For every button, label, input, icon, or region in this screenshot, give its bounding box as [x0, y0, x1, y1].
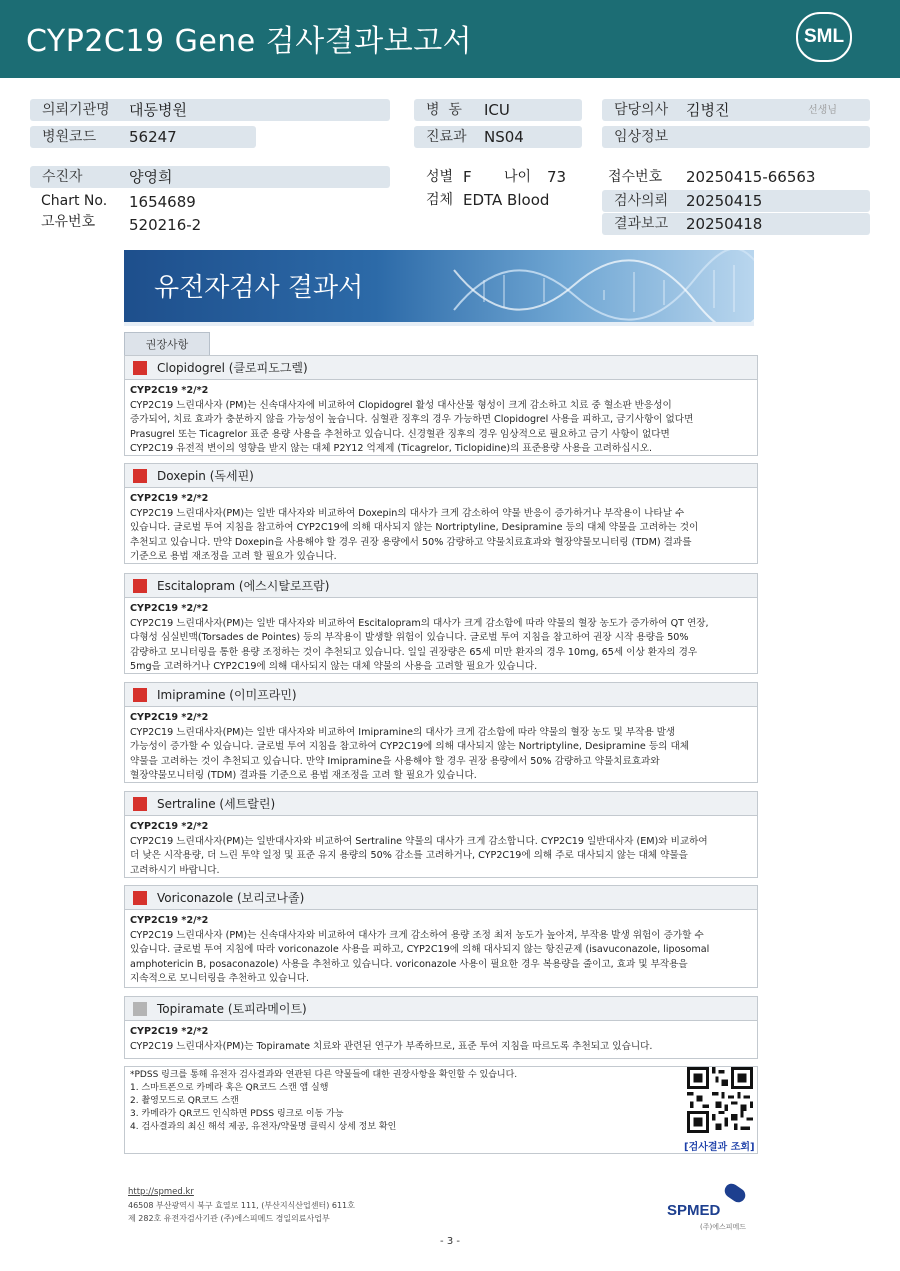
result-banner	[124, 250, 754, 326]
recommendation-line: 있습니다. 글로벌 투여 지침에 따라 voriconazole 사용을 피하고, CYP2C19에 의해 대사되지 않는 항진균제 (isavuconazole, liposomal	[130, 944, 710, 956]
recommendation-line: CYP2C19 느린대사자(PM)는 일반 대사자와 비교하여 Imipramine의 대사가 크게 감소함에 따라 약물의 혈장 농도 및 부작용 발생	[130, 726, 676, 738]
recommendation-line: CYP2C19 느린대사자 (PM)는 신속대사자에 비교하여 Clopidogrel 활성 대사산물 형성이 크게 감소하고 치료 중 혈소판 반응성이	[130, 399, 672, 411]
uid-label: 고유번호	[41, 214, 96, 230]
recommendation-line: 가능성이 증가할 수 있습니다. 글로벌 투여 지침을 참고하여 CYP2C19에 의해 대사되지 않는 Nortriptyline, Desipramine 등의 대체	[130, 741, 689, 753]
drug-name: Sertraline (세트랄린)	[157, 797, 276, 811]
recommendation-line: CYP2C19 느린대사자(PM)는 일반 대사자와 비교하여 Escitalopram의 대사가 크게 감소함에 따라 약물의 혈장 농도가 증가하여 QT 연장,	[130, 617, 709, 629]
drug-card	[124, 885, 758, 988]
recommendation-line: 지속적으로 모니터링을 추천하고 있습니다.	[130, 973, 310, 985]
recommendation-line: 증가되어, 치료 효과가 충분하지 않을 가능성이 높습니다. 심혈관 징후의 경우 가능하면 Clopidogrel 사용을 피하고, 금기사항이 없다면	[130, 414, 694, 426]
genotype: CYP2C19 *2/*2	[130, 821, 209, 832]
recommendation-line: 약물을 고려하는 것이 추천되고 있습니다. 만약 Imipramine을 사용해야 할 경우 권장 용량에서 50% 감량하고 약물치료효과와	[130, 755, 660, 767]
dept-label: 진료과	[426, 129, 467, 145]
dept-value: NS04	[484, 128, 524, 146]
drug-card	[124, 573, 758, 674]
uid-value: 520216-2	[129, 216, 202, 234]
receipt-label: 접수번호	[608, 169, 663, 185]
drug-name: Escitalopram (에스시탈로프람)	[157, 579, 330, 593]
genotype: CYP2C19 *2/*2	[130, 603, 209, 614]
recommendation-line: CYP2C19 느린대사자(PM)는 일반대사자와 비교하여 Sertraline 약물의 대사가 크게 감소합니다. CYP2C19 일반대사자 (EM)와 비교하여	[130, 835, 708, 847]
recommend-tab: 권장사항	[124, 332, 210, 356]
pdss-box	[124, 1066, 758, 1154]
genotype: CYP2C19 *2/*2	[130, 915, 209, 926]
receipt-value: 20250415-66563	[686, 168, 816, 186]
chart-value: 1654689	[129, 193, 196, 211]
spmed-logo-sub: (주)에스피메드	[700, 1223, 747, 1231]
recommendation-line: Prasugrel 또는 Ticagrelor 표준 용량 사용을 추천하고 있습니다. 신경혈관 징후의 경우 임상적으로 필요하고 금기 사항이 없다면	[130, 428, 670, 440]
code-label: 병원코드	[42, 129, 97, 145]
sex-value: F	[463, 168, 472, 186]
drug-header	[125, 464, 757, 488]
status-square-icon	[133, 579, 147, 593]
report-title: CYP2C19 Gene 검사결과보고서	[26, 24, 473, 59]
clinical-row	[602, 126, 870, 148]
status-square-icon	[133, 797, 147, 811]
status-square-icon	[133, 1002, 147, 1016]
header-bar	[0, 0, 900, 78]
patient-row	[30, 166, 390, 188]
status-square-icon	[133, 361, 147, 375]
recommendation-line: 다형성 심실빈맥(Torsades de Pointes) 등의 부작용이 발생할 위험이 있습니다. 글로벌 투여 지침을 참고하여 권장 시작 용량을 50%	[130, 632, 689, 644]
doctor-value: 김병진	[686, 101, 730, 119]
drug-card	[124, 996, 758, 1059]
drug-body	[125, 598, 757, 679]
status-square-icon	[133, 469, 147, 483]
spmed-logo: SPMED	[667, 1202, 721, 1219]
report-label: 결과보고	[614, 216, 669, 232]
recommendation-line: 혈장약물모니터링 (TDM) 결과를 기준으로 용법 재조정을 고려 할 필요가 있습니다.	[130, 770, 477, 782]
recommendation-line: CYP2C19 느린대사자 (PM)는 신속대사자와 비교하여 대사가 크게 감소하여 용량 조정 최저 농도가 높아져, 부작용 발생 위험이 증가할 수	[130, 929, 704, 941]
doctor-suffix: 선생님	[808, 105, 837, 116]
drug-card	[124, 791, 758, 878]
specimen-value: EDTA Blood	[463, 191, 550, 209]
footer-cert: 제 282호 유전자검사기관 (주)에스피메드 경일의료사업부	[128, 1214, 330, 1223]
request-label: 검사의뢰	[614, 193, 669, 209]
drug-body	[125, 488, 757, 569]
footer-url[interactable]: http://spmed.kr	[128, 1187, 194, 1197]
genotype: CYP2C19 *2/*2	[130, 712, 209, 723]
drug-header	[125, 792, 757, 816]
recommendation-line: 있습니다. 글로벌 투여 지침을 참고하여 CYP2C19에 의해 대사되지 않는 Nortriptyline, Desipramine 등의 대체 약물을 고려하는 것이	[130, 522, 699, 534]
clinical-label: 임상정보	[614, 129, 669, 145]
hospital-label: 의뢰기관명	[42, 102, 110, 118]
request-value: 20250415	[686, 192, 763, 210]
banner-title: 유전자검사 결과서	[154, 273, 364, 303]
drug-body	[125, 380, 757, 461]
age-value: 73	[547, 168, 567, 186]
chart-label: Chart No.	[41, 193, 108, 209]
recommendation-line: 기준으로 용법 재조정을 고려 할 필요가 있습니다.	[130, 551, 337, 563]
drug-card	[124, 682, 758, 783]
spmed-logo-mark	[722, 1181, 748, 1205]
age-label: 나이	[504, 169, 532, 185]
report-value: 20250418	[686, 215, 763, 233]
recommendation-line: 고려하시기 바랍니다.	[130, 864, 220, 876]
drug-name: Topiramate (토피라메이트)	[157, 1002, 307, 1016]
recommendation-line: CYP2C19 느린대사자(PM)는 Topiramate 치료와 관련된 연구가 부족하므로, 표준 투여 지침을 따르도록 추천되고 있습니다.	[130, 1040, 653, 1052]
recommendation-line: 추천되고 있습니다. 만약 Doxepin을 사용해야 할 경우 권장 용량에서 50% 감량하고 약물치료효과와 혈장약물모니터링 (TDM) 결과를	[130, 536, 692, 548]
drug-body	[125, 910, 757, 991]
drug-header	[125, 886, 757, 910]
drug-name: Voriconazole (보리코나졸)	[157, 891, 305, 905]
drug-name: Clopidogrel (클로피도그렐)	[157, 361, 308, 375]
recommendation-line: amphotericin B, posaconazole) 사용을 추천하고 있습니다. voriconazole 사용이 필요한 경우 복용량을 줄이고, 효과 및 부작용을	[130, 958, 688, 970]
recommendation-line: CYP2C19 느린대사자(PM)는 일반 대사자와 비교하여 Doxepin의 대사가 크게 감소하여 약물 반응이 증가하거나 부작용이 나타날 수	[130, 507, 685, 519]
drug-header	[125, 574, 757, 598]
pdss-line: 3. 카메라가 QR코드 인식하면 PDSS 링크로 이동 가능	[130, 1109, 344, 1119]
sex-label: 성별	[426, 169, 454, 185]
status-square-icon	[133, 891, 147, 905]
code-value: 56247	[129, 128, 177, 146]
genotype: CYP2C19 *2/*2	[130, 385, 209, 396]
drug-header	[125, 997, 757, 1021]
doctor-label: 담당의사	[614, 102, 669, 118]
hospital-value: 대동병원	[129, 101, 187, 119]
status-square-icon	[133, 688, 147, 702]
patient-label: 수진자	[42, 169, 83, 185]
genotype: CYP2C19 *2/*2	[130, 1026, 209, 1037]
drug-header	[125, 683, 757, 707]
genotype: CYP2C19 *2/*2	[130, 493, 209, 504]
page-number: - 3 -	[440, 1236, 460, 1247]
drug-card	[124, 463, 758, 564]
pdss-line: *PDSS 링크를 통해 유전자 검사결과와 연관된 다른 약물들에 대한 권장사항을 확인할 수 있습니다.	[130, 1070, 518, 1080]
recommendation-line: CYP2C19 유전적 변이의 영향을 받지 않는 대체 P2Y12 억제제 (Ticagrelor, Ticlopidine)의 표준용량 사용을 고려하십시오.	[130, 443, 653, 455]
drug-body	[125, 1021, 757, 1058]
drug-body	[125, 816, 757, 882]
ward-value: ICU	[484, 101, 510, 119]
drug-name: Imipramine (이미프라민)	[157, 688, 297, 702]
footer-address: 46508 부산광역시 북구 효열로 111, (부산지식산업센터) 611호	[128, 1201, 355, 1210]
hospital-row	[30, 99, 390, 121]
pdss-line: 4. 검사결과의 최신 해석 제공, 유전자/약물명 클릭시 상세 정보 확인	[130, 1122, 397, 1132]
drug-body	[125, 707, 757, 788]
drug-card	[124, 355, 758, 456]
drug-name: Doxepin (독세핀)	[157, 469, 254, 483]
qr-code-icon[interactable]	[684, 1067, 756, 1133]
pdss-line: 2. 촬영모드로 QR코드 스캔	[130, 1096, 239, 1106]
pdss-line: 1. 스마트폰으로 카메라 혹은 QR코드 스캔 앱 실행	[130, 1083, 329, 1093]
banner-divider	[124, 322, 754, 326]
recommendation-line: 5mg을 고려하거나 CYP2C19에 의해 대사되지 않는 대체 약물의 사용을 고려할 필요가 있습니다.	[130, 661, 538, 673]
recommendation-line: 감량하고 모니터링을 통한 용량 조정하는 것이 추천되고 있습니다. 일일 권장량은 65세 미만 환자의 경우 10mg, 65세 이상 환자의 경우	[130, 646, 698, 658]
drug-header	[125, 356, 757, 380]
patient-value: 양영희	[129, 168, 173, 186]
sml-logo: SML	[796, 12, 852, 62]
ward-label: 병 동	[426, 102, 462, 118]
recommendation-line: 더 낮은 시작용량, 더 느린 투약 일정 및 표준 유지 용량의 50% 감소를 고려하거나, CYP2C19에 의해 주로 대사되지 않는 대체 약물을	[130, 850, 688, 862]
qr-caption[interactable]: [검사결과 조회]	[684, 1142, 755, 1153]
specimen-label: 검체	[426, 192, 454, 208]
